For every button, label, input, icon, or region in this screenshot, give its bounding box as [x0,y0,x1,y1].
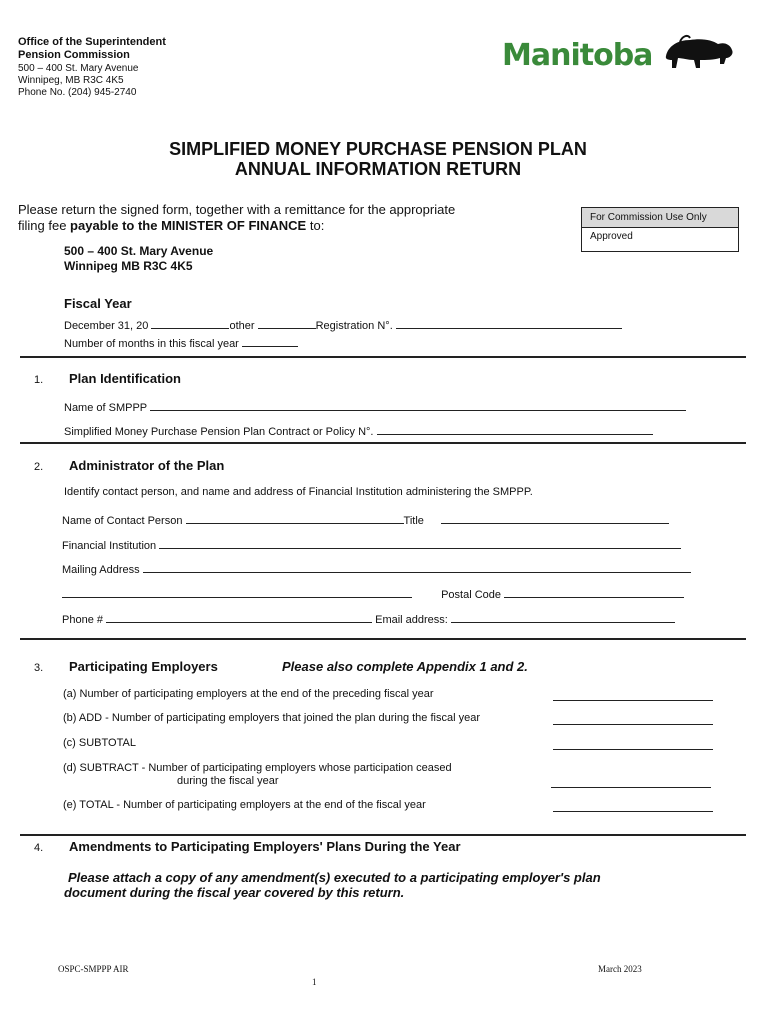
divider-2 [20,442,746,444]
remit-address-2: Winnipeg MB R3C 4K5 [64,259,193,273]
item-a-label: (a) Number of participating employers at the end of the preceding fiscal year [63,688,434,700]
office-name-2: Pension Commission [18,49,130,61]
mailing-address-line-2-input[interactable] [62,585,412,598]
attach-note-line-2: document during the fiscal year covered by this return. [64,885,405,900]
phone-row: Phone # Email address: [62,610,675,626]
section-1-heading: Plan Identification [69,371,181,386]
item-c-input[interactable] [553,737,713,750]
item-d-label: (d) SUBTRACT - Number of participating employers whose participation ceased [63,762,452,774]
institution-row: Financial Institution [62,536,681,552]
divider-1 [20,356,746,358]
item-e-input[interactable] [553,799,713,812]
item-d-label-cont: during the fiscal year [177,775,279,787]
contract-number-row: Simplified Money Purchase Pension Plan Contract or Policy N°. [64,422,653,438]
appendix-note: Please also complete Appendix 1 and 2. [282,659,528,674]
section-1-number: 1. [34,374,44,386]
office-phone: Phone No. (204) 945-2740 [18,87,137,98]
commission-box-header: For Commission Use Only [582,208,738,228]
item-d-input[interactable] [551,775,711,788]
mailing-row: Mailing Address [62,560,691,576]
remit-address-1: 500 – 400 St. Mary Avenue [64,244,214,258]
item-b-input[interactable] [553,712,713,725]
financial-institution-input[interactable] [159,536,681,549]
form-title-line-1: SIMPLIFIED MONEY PURCHASE PENSION PLAN [169,139,587,159]
identify-instructions: Identify contact person, and name and address of Financial Institution administering the SMPPP. [64,486,533,498]
contract-number-input[interactable] [377,422,653,435]
office-address-1: 500 – 400 St. Mary Avenue [18,63,139,74]
form-title-line-2: ANNUAL INFORMATION RETURN [234,159,522,179]
fiscal-year-heading: Fiscal Year [64,296,132,311]
other-date-input[interactable] [258,316,316,329]
section-3-heading: Participating Employers [69,659,218,674]
bison-icon [660,34,736,78]
divider-3 [20,638,746,640]
form-code: OSPC-SMPPP AIR [58,964,129,974]
item-b-label: (b) ADD - Number of participating employers that joined the plan during the fiscal year [63,712,480,724]
commission-box-approved: Approved [590,231,633,242]
item-e-label: (e) TOTAL - Number of participating employers at the end of the fiscal year [63,799,426,811]
section-2-number: 2. [34,461,44,473]
contact-person-input[interactable] [186,511,404,524]
intro-line-2: filing fee payable to the MINISTER OF FINANCE to: [18,218,325,233]
postal-row: Postal Code [62,585,684,601]
registration-number-input[interactable] [396,316,622,329]
section-4-heading: Amendments to Participating Employers' Plans During the Year [69,839,461,854]
contact-title-input[interactable] [441,511,669,524]
attach-note-line-1: Please attach a copy of any amendment(s) executed to a participating employer's plan [68,870,601,885]
postal-code-input[interactable] [504,585,684,598]
office-address-2: Winnipeg, MB R3C 4K5 [18,75,124,86]
page-number: 1 [312,977,317,987]
divider-4 [20,834,746,836]
months-row: Number of months in this fiscal year [64,334,298,350]
commission-use-box [581,207,739,252]
item-a-input[interactable] [553,688,713,701]
fiscal-year-input[interactable] [151,316,229,329]
section-2-heading: Administrator of the Plan [69,458,225,473]
manitoba-logo-text: Manitoba [502,38,653,73]
fiscal-year-row: December 31, 20 other Registration N°. [64,316,622,332]
plan-name-input[interactable] [150,398,686,411]
intro-line-1: Please return the signed form, together with a remittance for the appropriate [18,202,456,217]
phone-input[interactable] [106,610,372,623]
mailing-address-input[interactable] [143,560,691,573]
contact-row: Name of Contact Person Title [62,511,669,527]
months-input[interactable] [242,334,298,347]
item-c-label: (c) SUBTOTAL [63,737,136,749]
section-3-number: 3. [34,662,44,674]
office-name-1: Office of the Superintendent [18,36,166,48]
email-input[interactable] [451,610,675,623]
plan-name-row: Name of SMPPP [64,398,686,414]
form-date: March 2023 [598,964,642,974]
section-4-number: 4. [34,842,44,854]
